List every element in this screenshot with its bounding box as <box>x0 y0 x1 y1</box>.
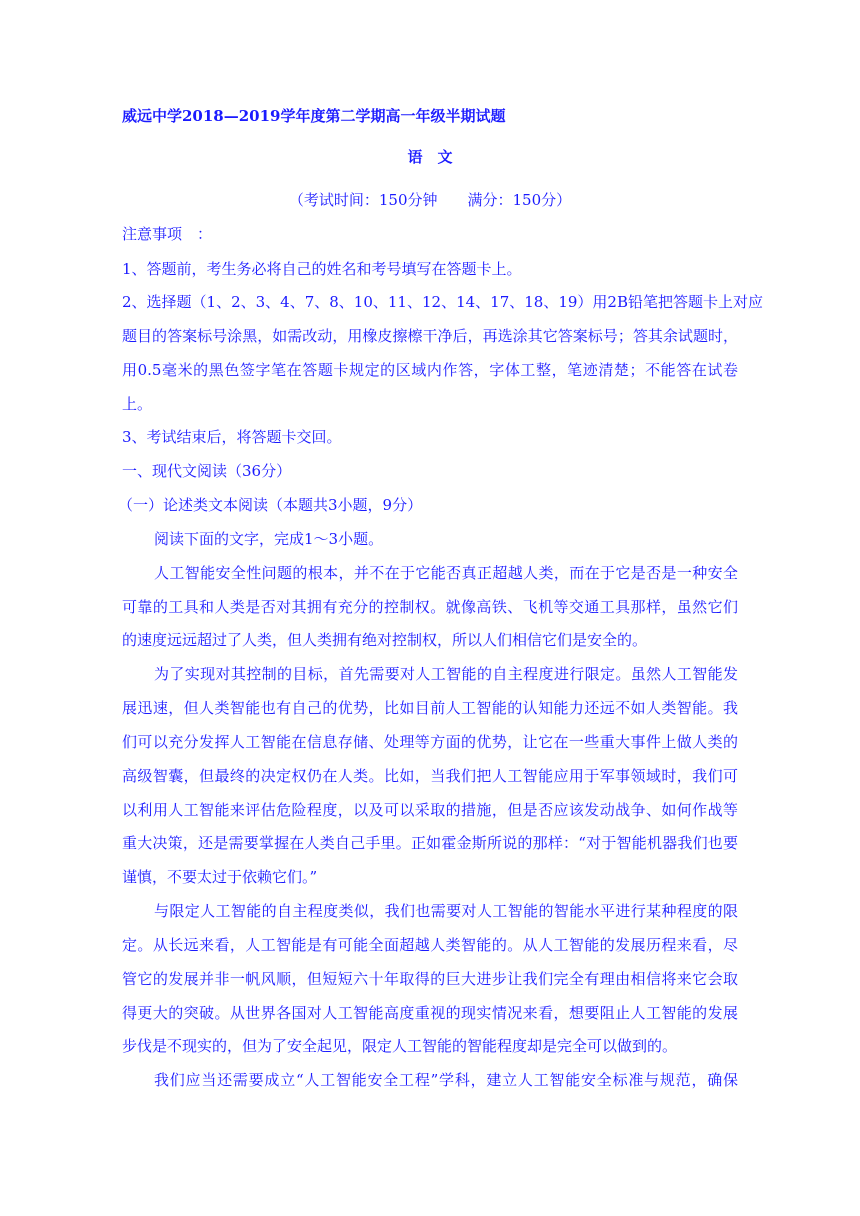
passage-line: 我们应当还需要成立“人工智能安全工程”学科，建立人工智能安全标准与规范，确保 <box>154 1071 738 1089</box>
passage-line: 的速度远远超过了人类，但人类拥有绝对控制权，所以人们相信它们是安全的。 <box>122 631 648 649</box>
passage-line: 们可以充分发挥人工智能在信息存储、处理等方面的优势，让它在一些重大事件上做人类的 <box>122 733 738 751</box>
notice-item: 2、选择题（1、2、3、4、7、8、10、11、12、14、17、18、19）用2B铅笔把答题卡上对应 <box>122 293 763 311</box>
passage-line: 步伐是不现实的，但为了安全起见，限定人工智能的智能程度却是完全可以做到的。 <box>122 1037 678 1055</box>
passage-line: 得更大的突破。从世界各国对人工智能高度重视的现实情况来看，想要阻止人工智能的发展 <box>122 1004 738 1022</box>
exam-info: （考试时间：150分钟 满分：150分） <box>288 191 572 209</box>
section-instruction: 阅读下面的文字，完成1～3小题。 <box>154 530 384 548</box>
section-title: 一、现代文阅读（36分） <box>122 462 292 480</box>
notice-item: 用0.5毫米的黑色签字笔在答题卡规定的区域内作答，字体工整，笔迹清楚；不能答在试卷 <box>122 361 738 379</box>
passage-line: 管它的发展并非一帆风顺，但短短六十年取得的巨大进步让我们完全有理由相信将来它会取 <box>122 970 738 988</box>
passage-line: 可靠的工具和人类是否对其拥有充分的控制权。就像高铁、飞机等交通工具那样，虽然它们 <box>122 598 738 616</box>
passage-line: 展迅速，但人类智能也有自己的优势，比如目前人工智能的认知能力还远不如人类智能。我 <box>122 699 738 717</box>
notice-item: 题目的答案标号涂黑，如需改动，用橡皮擦檫干净后，再选涂其它答案标号；答其余试题时， <box>122 327 738 345</box>
passage-line: 高级智囊，但最终的决定权仍在人类。比如，当我们把人工智能应用于军事领域时，我们可 <box>122 767 738 785</box>
passage-line: 以利用人工智能来评估危险程度，以及可以采取的措施，但是否应该发动战争、如何作战等 <box>122 801 738 819</box>
notice-item: 3、考试结束后，将答题卡交回。 <box>122 428 342 446</box>
notice-item: 1、答题前，考生务必将自己的姓名和考号填写在答题卡上。 <box>122 260 522 278</box>
passage-line: 为了实现对其控制的目标，首先需要对人工智能的自主程度进行限定。虽然人工智能发 <box>154 665 738 683</box>
passage-line: 谨慎，不要太过于依赖它们。” <box>122 868 318 886</box>
school-title: 威远中学2018—2019学年度第二学期高一年级半期试题 <box>122 107 506 125</box>
passage-line: 与限定人工智能的自主程度类似，我们也需要对人工智能的智能水平进行某种程度的限 <box>154 902 738 920</box>
passage-line: 定。从长远来看，人工智能是有可能全面超越人类智能的。从人工智能的发展历程来看，尽 <box>122 936 738 954</box>
passage-line: 重大决策，还是需要掌握在人类自己手里。正如霍金斯所说的那样：“对于智能机器我们也要 <box>122 834 738 852</box>
passage-line: 人工智能安全性问题的根本，并不在于它能否真正超越人类，而在于它是否是一种安全 <box>154 564 738 582</box>
notice-item: 上。 <box>122 395 153 413</box>
section-subtitle: （一）论述类文本阅读（本题共3小题，9分） <box>118 496 423 514</box>
subject-title: 语 文 <box>407 148 453 166</box>
notice-title: 注意事项 ： <box>122 225 213 243</box>
